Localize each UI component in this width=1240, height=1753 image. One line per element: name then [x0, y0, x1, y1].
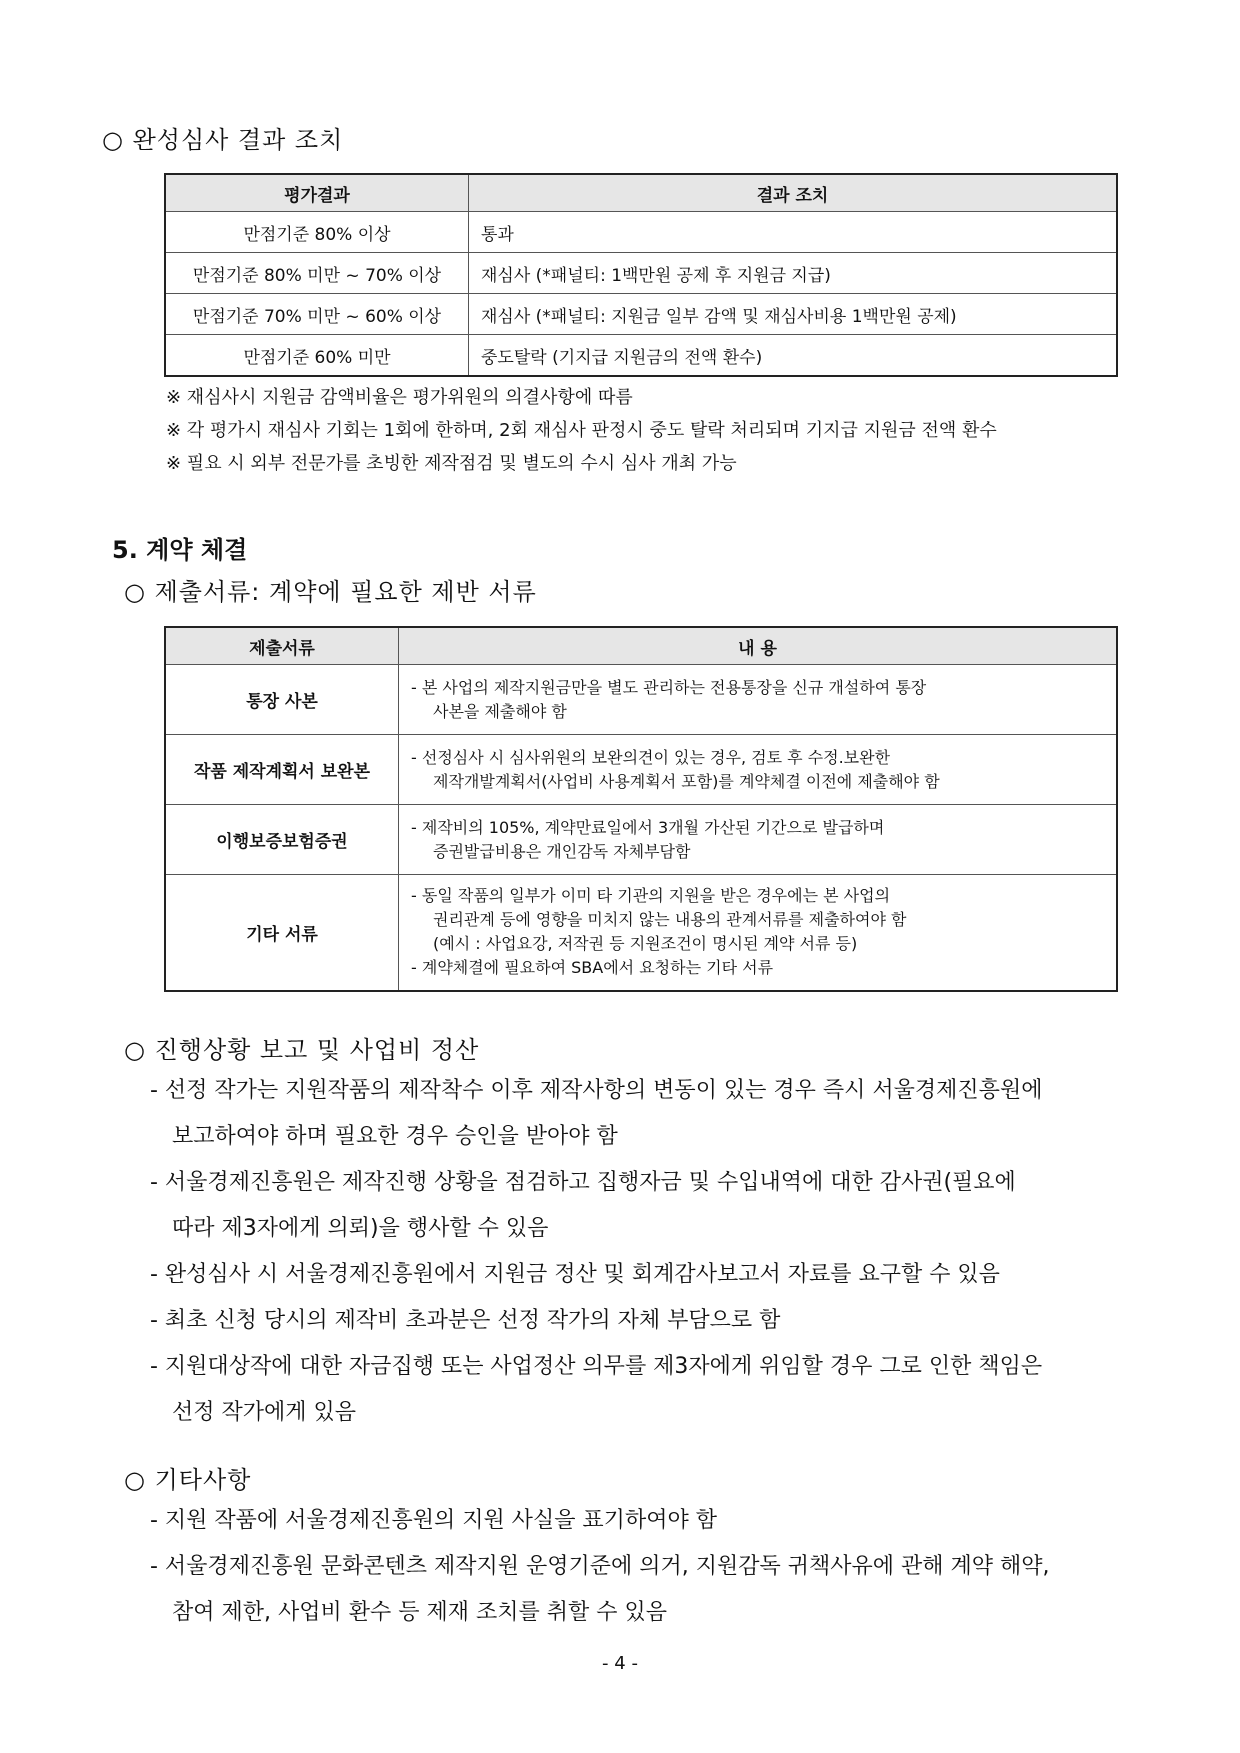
table-cell: 만점기준 80% 미만 ~ 70% 이상: [165, 253, 469, 294]
doc-description: [399, 665, 1118, 735]
desc-line: (예시 : 사업요강, 저작권 등 지원조건이 명시된 계약 서류 등): [433, 934, 858, 954]
list-item: - 완성심사 시 서울경제진흥원에서 지원금 정산 및 회계감사보고서 자료를 요구할 수 있음: [150, 1262, 1000, 1287]
note-line: ※ 재심사시 지원금 감액비율은 평가위원의 의결사항에 따름: [166, 387, 633, 408]
table-row: [165, 805, 1117, 875]
note-line: ※ 각 평가시 재심사 기회는 1회에 한하며, 2회 재심사 판정시 중도 탈락 처리되며 기지급 지원금 전액 환수: [166, 420, 997, 441]
list-item: 따라 제3자에게 의뢰)을 행사할 수 있음: [172, 1216, 549, 1241]
list-item: - 지원 작품에 서울경제진흥원의 지원 사실을 표기하여야 함: [150, 1508, 717, 1533]
desc-line: - 본 사업의 제작지원금만을 별도 관리하는 전용통장을 신규 개설하여 통장: [411, 677, 927, 697]
desc-line: - 제작비의 105%, 계약만료일에서 3개월 가산된 기간으로 발급하며: [411, 817, 885, 837]
review-notes: [166, 381, 997, 480]
doc-name: 작품 제작계획서 보완본: [165, 735, 399, 805]
note-line: ※ 필요 시 외부 전문가를 초빙한 제작점검 및 별도의 수시 심사 개최 가능: [166, 453, 737, 474]
page-number: - 4 -: [602, 1653, 638, 1674]
doc-description: [399, 805, 1118, 875]
list-item: 참여 제한, 사업비 환수 등 제재 조치를 취할 수 있음: [172, 1600, 667, 1625]
list-item: - 지원대상작에 대한 자금집행 또는 사업정산 의무를 제3자에게 위임할 경우 그로 인한 책임은: [150, 1354, 1043, 1379]
table-header-row: [165, 627, 1117, 665]
desc-line: 증권발급비용은 개인감독 자체부담함: [433, 841, 691, 861]
desc-line: 사본을 제출해야 함: [433, 701, 567, 721]
doc-name: 통장 사본: [165, 665, 399, 735]
review-heading: ○ 완성심사 결과 조치: [102, 126, 344, 154]
section-title: 5. 계약 체결: [112, 536, 248, 564]
table-row: [165, 294, 1117, 335]
table-row: [165, 735, 1117, 805]
table-row: [165, 253, 1117, 294]
table-cell: 중도탈락 (기지급 지원금의 전액 환수): [469, 335, 1118, 377]
review-result-table: [164, 173, 1118, 377]
table-header: 평가결과: [165, 174, 469, 212]
submission-docs-table: [164, 626, 1118, 992]
desc-line: 제작개발계획서(사업비 사용계획서 포함)를 계약체결 이전에 제출해야 함: [433, 771, 940, 791]
table-header: 제출서류: [165, 627, 399, 665]
list-item: - 선정 작가는 지원작품의 제작착수 이후 제작사항의 변동이 있는 경우 즉시 서울경제진흥원에: [150, 1078, 1043, 1103]
list-item: - 서울경제진흥원은 제작진행 상황을 점검하고 집행자금 및 수입내역에 대한 감사권(필요에: [150, 1170, 1016, 1195]
desc-line: - 선정심사 시 심사위원의 보완의견이 있는 경우, 검토 후 수정.보완한: [411, 747, 891, 767]
desc-line: - 동일 작품의 일부가 이미 타 기관의 지원을 받은 경우에는 본 사업의: [411, 886, 891, 906]
table-cell: 만점기준 60% 미만: [165, 335, 469, 377]
table-header: 결과 조치: [469, 174, 1118, 212]
list-item: 선정 작가에게 있음: [172, 1400, 357, 1425]
doc-description: [399, 875, 1118, 991]
desc-line: - 계약체결에 필요하여 SBA에서 요청하는 기타 서류: [411, 958, 774, 978]
list-item: 보고하여야 하며 필요한 경우 승인을 받아야 함: [172, 1124, 618, 1149]
table-header-row: [165, 174, 1117, 212]
table-row: [165, 212, 1117, 253]
table-cell: 재심사 (*패널티: 1백만원 공제 후 지원금 지급): [469, 253, 1118, 294]
docs-heading: ○ 제출서류: 계약에 필요한 제반 서류: [124, 578, 537, 606]
table-cell: 만점기준 70% 미만 ~ 60% 이상: [165, 294, 469, 335]
doc-name: 이행보증보험증권: [165, 805, 399, 875]
table-header: 내 용: [399, 627, 1118, 665]
table-row: [165, 875, 1117, 991]
etc-heading: ○ 기타사항: [124, 1466, 252, 1494]
progress-heading: ○ 진행상황 보고 및 사업비 정산: [124, 1036, 480, 1064]
doc-description: [399, 735, 1118, 805]
list-item: - 최초 신청 당시의 제작비 초과분은 선정 작가의 자체 부담으로 함: [150, 1308, 781, 1333]
table-row: [165, 665, 1117, 735]
table-cell: 통과: [469, 212, 1118, 253]
desc-line: 권리관계 등에 영향을 미치지 않는 내용의 관계서류를 제출하여야 함: [433, 910, 907, 930]
list-item: - 서울경제진흥원 문화콘텐츠 제작지원 운영기준에 의거, 지원감독 귀책사유에 관해 계약 해약,: [150, 1554, 1050, 1579]
doc-name: 기타 서류: [165, 875, 399, 991]
table-cell: 만점기준 80% 이상: [165, 212, 469, 253]
table-row: [165, 335, 1117, 377]
table-cell: 재심사 (*패널티: 지원금 일부 감액 및 재심사비용 1백만원 공제): [469, 294, 1118, 335]
